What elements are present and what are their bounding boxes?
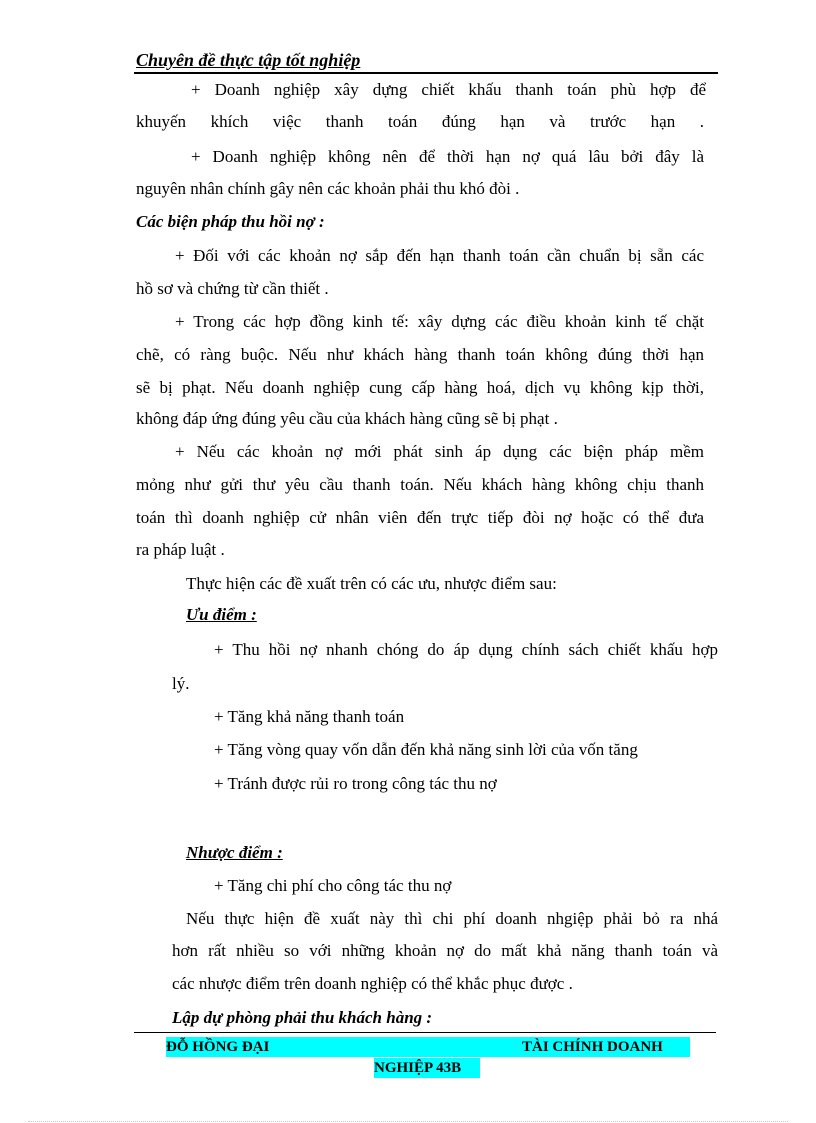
section-heading-cons: Nhược điểm : (186, 843, 283, 862)
paragraph-line: + Nếu các khoản nợ mới phát sinh áp dụng các biện pháp mềm (175, 442, 704, 461)
footer-author-band (166, 1037, 690, 1057)
list-item-continuation: lý. (172, 674, 190, 693)
paragraph-line: nguyên nhân chính gây nên các khoản phải thu khó đòi . (136, 179, 520, 198)
paragraph-line: Thực hiện các đề xuất trên có các ưu, nhược điểm sau: (186, 574, 557, 593)
list-item: + Thu hồi nợ nhanh chóng do áp dụng chính sách chiết khấu hợp (214, 640, 718, 659)
paragraph-line: + Doanh nghiệp xây dựng chiết khấu thanh toán phù hợp để (191, 80, 706, 99)
paragraph-line: khuyến khích việc thanh toán đúng hạn và trước hạn . (136, 112, 704, 131)
paragraph-line: hơn rất nhiều so với những khoản nợ do mất khả năng thanh toán và (172, 941, 718, 960)
footer-author: ĐỖ HỒNG ĐẠI (166, 1039, 270, 1055)
paragraph-line: toán thì doanh nghiệp cử nhân viên đến trực tiếp đòi nợ hoặc có thể đưa (136, 508, 704, 527)
page-edge-divider (28, 1121, 788, 1122)
paragraph-line: hồ sơ và chứng từ cần thiết . (136, 279, 329, 298)
paragraph-line: + Doanh nghiệp không nên để thời hạn nợ quá lâu bởi đây là (191, 147, 704, 166)
footer-department-part2: NGHIỆP 43B (374, 1058, 480, 1078)
paragraph-line: Nếu thực hiện đề xuất này thì chi phí doanh nhgiệp phải bỏ ra nhá (186, 909, 718, 928)
paragraph-line: ra pháp luật . (136, 540, 225, 559)
paragraph-line: mỏng như gửi thư yêu cầu thanh toán. Nếu khách hàng không chịu thanh (136, 475, 704, 494)
header-divider (134, 72, 718, 74)
section-heading-debt-recovery: Các biện pháp thu hồi nợ : (136, 212, 325, 231)
section-heading-pros: Ưu điểm : (186, 605, 257, 624)
paragraph-line: + Trong các hợp đồng kinh tế: xây dựng các điều khoản kinh tế chặt (175, 312, 704, 331)
section-heading-provision: Lập dự phòng phải thu khách hàng : (172, 1008, 433, 1027)
list-item: + Tăng khả năng thanh toán (214, 707, 405, 726)
paragraph-line: + Đối với các khoản nợ sắp đến hạn thanh toán cần chuẩn bị sẵn các (175, 246, 704, 265)
paragraph-line: chẽ, có ràng buộc. Nếu như khách hàng thanh toán không đúng thời hạn (136, 345, 704, 364)
paragraph-line: các nhược điểm trên doanh nghiệp có thể khắc phục được . (172, 974, 573, 993)
list-item: + Tăng chi phí cho công tác thu nợ (214, 876, 452, 895)
page-header-title: Chuyên đề thực tập tốt nghiệp (136, 50, 361, 70)
footer-divider (134, 1032, 716, 1033)
list-item: + Tăng vòng quay vốn dẫn đến khả năng sinh lời của vốn tăng (214, 740, 638, 759)
list-item: + Tránh được rủi ro trong công tác thu nợ (214, 774, 497, 793)
footer-department-part1: TÀI CHÍNH DOANH (522, 1039, 663, 1055)
paragraph-line: sẽ bị phạt. Nếu doanh nghiệp cung cấp hàng hoá, dịch vụ không kịp thời, (136, 378, 704, 397)
paragraph-line: không đáp ứng đúng yêu cầu của khách hàng cũng sẽ bị phạt . (136, 409, 558, 428)
